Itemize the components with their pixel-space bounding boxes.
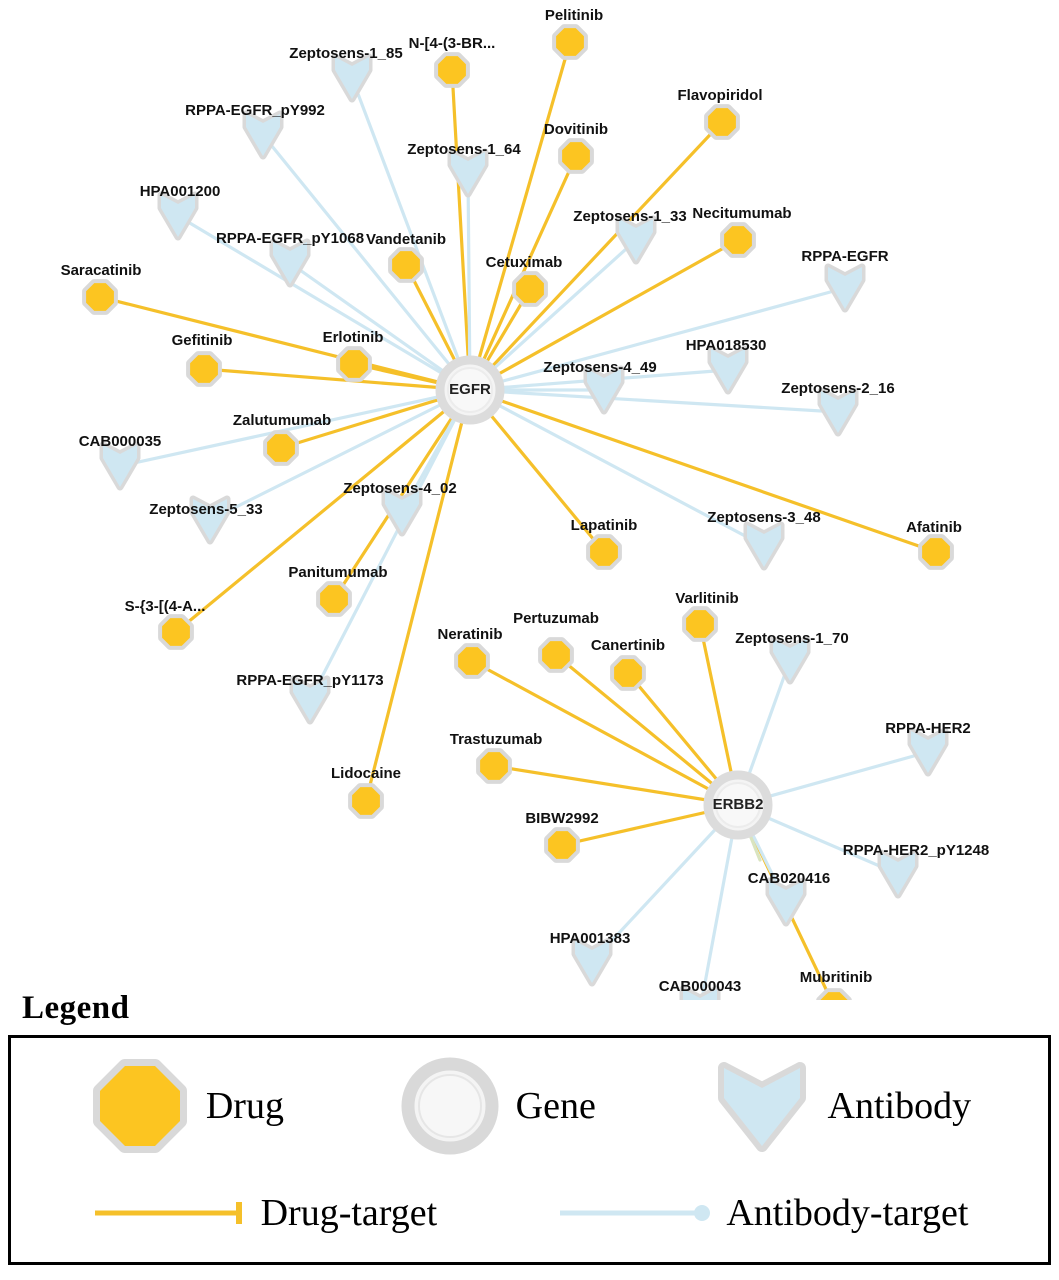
node-label: RPPA-HER2 xyxy=(885,719,971,737)
antibody-node[interactable] xyxy=(828,267,862,309)
drug-node[interactable] xyxy=(352,787,380,815)
node-label: Zeptosens-2_16 xyxy=(781,379,895,397)
node-label: CAB000043 xyxy=(658,977,742,995)
drug-node[interactable] xyxy=(86,283,114,311)
antibody-node[interactable] xyxy=(619,219,653,261)
node-label: Pertuzumab xyxy=(513,609,599,627)
legend-label-drug-target: Drug-target xyxy=(260,1192,438,1234)
drug-node[interactable] xyxy=(724,226,752,254)
node-label: Zeptosens-5_33 xyxy=(149,500,263,518)
label-layer xyxy=(61,7,990,995)
node-label: Zalutumumab xyxy=(232,411,332,429)
drug-node[interactable] xyxy=(320,585,348,613)
node-label: Cetuximab xyxy=(485,253,563,271)
legend-item-drug-target xyxy=(91,1191,438,1235)
drug-node[interactable] xyxy=(458,647,486,675)
drug-icon xyxy=(88,1054,192,1158)
antibody-node[interactable] xyxy=(451,152,485,194)
antibody-node[interactable] xyxy=(103,445,137,487)
node-label: RPPA-EGFR xyxy=(801,247,889,265)
legend-label-gene: Gene xyxy=(515,1084,596,1127)
node-label: Necitumumab xyxy=(692,204,792,222)
drug-node[interactable] xyxy=(614,659,642,687)
antibody-node[interactable] xyxy=(711,349,745,391)
node-label: CAB000035 xyxy=(78,432,162,450)
node-label: Lidocaine xyxy=(330,764,402,782)
antibody-node[interactable] xyxy=(747,525,781,567)
legend-label-antibody: Antibody xyxy=(827,1084,972,1127)
antibody-node[interactable] xyxy=(273,242,307,284)
node-label: N-[4-(3-BR... xyxy=(408,34,496,52)
drug-node[interactable] xyxy=(686,610,714,638)
legend-label-drug: Drug xyxy=(205,1084,284,1127)
node-label: ERBB2 xyxy=(712,795,764,813)
legend-node-row xyxy=(11,1038,1048,1173)
drug-node[interactable] xyxy=(267,434,295,462)
legend-item-drug xyxy=(88,1054,284,1158)
node-label: Canertinib xyxy=(590,636,666,654)
node-label: Zeptosens-3_48 xyxy=(707,508,821,526)
node-label: RPPA-HER2_pY1248 xyxy=(842,841,990,859)
node-label: Gefitinib xyxy=(171,331,233,349)
antibody-node[interactable] xyxy=(335,57,369,99)
node-label: Mubritinib xyxy=(799,968,873,986)
drug-node[interactable] xyxy=(340,350,368,378)
node-label: Trastuzumab xyxy=(449,730,543,748)
node-label: S-{3-[(4-A... xyxy=(124,597,206,615)
node-label: Saracatinib xyxy=(60,261,142,279)
antibody-node[interactable] xyxy=(881,853,915,895)
legend xyxy=(8,990,1051,1265)
node-label: CAB020416 xyxy=(747,869,831,887)
drug-node[interactable] xyxy=(392,251,420,279)
antibody-node[interactable] xyxy=(161,195,195,237)
drug-node[interactable] xyxy=(922,538,950,566)
antibody-node[interactable] xyxy=(821,391,855,433)
node-label: Zeptosens-1_64 xyxy=(407,140,521,158)
antibody-icon xyxy=(710,1054,814,1158)
drug-node[interactable] xyxy=(548,831,576,859)
drug-node[interactable] xyxy=(590,538,618,566)
node-label: HPA001383 xyxy=(549,929,631,947)
legend-label-antibody-target: Antibody-target xyxy=(726,1192,969,1234)
node-label: Flavopiridol xyxy=(677,86,763,104)
drug-node[interactable] xyxy=(480,752,508,780)
node-label: RPPA-EGFR_pY992 xyxy=(185,101,325,119)
drug-node[interactable] xyxy=(162,618,190,646)
node-label: Lapatinib xyxy=(570,516,638,534)
drug-node[interactable] xyxy=(562,142,590,170)
node-label: HPA001200 xyxy=(139,182,221,200)
legend-box xyxy=(8,1035,1051,1265)
node-label: Neratinib xyxy=(437,625,503,643)
node-label: Zeptosens-4_49 xyxy=(543,358,657,376)
legend-edge-row xyxy=(11,1173,1048,1253)
node-label: Pelitinib xyxy=(544,6,604,24)
node-label: Afatinib xyxy=(906,518,962,536)
drug-node[interactable] xyxy=(542,641,570,669)
node-label: HPA018530 xyxy=(685,336,767,354)
node-label: Varlitinib xyxy=(675,589,739,607)
drug-node[interactable] xyxy=(438,56,466,84)
legend-item-antibody xyxy=(710,1054,972,1158)
node-label: Zeptosens-1_33 xyxy=(573,207,687,225)
legend-item-gene xyxy=(398,1054,596,1158)
antibody-node[interactable] xyxy=(769,881,803,923)
node-label: Zeptosens-1_85 xyxy=(289,44,403,62)
node-label: Zeptosens-1_70 xyxy=(735,629,849,647)
graph-edge xyxy=(470,390,936,552)
node-label: Vandetanib xyxy=(365,230,447,248)
node-label: Erlotinib xyxy=(322,328,384,346)
drug-node[interactable] xyxy=(516,275,544,303)
antibody-target-edge-icon xyxy=(556,1198,716,1228)
drug-node[interactable] xyxy=(190,355,218,383)
antibody-node[interactable] xyxy=(385,491,419,533)
graph-edge xyxy=(310,390,470,700)
node-label: Zeptosens-4_02 xyxy=(343,479,457,497)
gene-icon xyxy=(398,1054,502,1158)
node-label: RPPA-EGFR_pY1173 xyxy=(236,671,384,689)
legend-title: Legend xyxy=(22,990,130,1026)
legend-item-antibody-target xyxy=(556,1191,968,1235)
node-label: Panitumumab xyxy=(288,563,388,581)
node-label: BIBW2992 xyxy=(525,809,599,827)
node-label: RPPA-EGFR_pY1068 xyxy=(215,229,365,247)
node-label: EGFR xyxy=(449,380,491,398)
antibody-node[interactable] xyxy=(575,941,609,983)
antibody-node[interactable] xyxy=(911,731,945,773)
node-label: Dovitinib xyxy=(543,120,609,138)
drug-node[interactable] xyxy=(556,28,584,56)
drug-node[interactable] xyxy=(708,108,736,136)
drug-target-edge-icon xyxy=(91,1198,251,1228)
